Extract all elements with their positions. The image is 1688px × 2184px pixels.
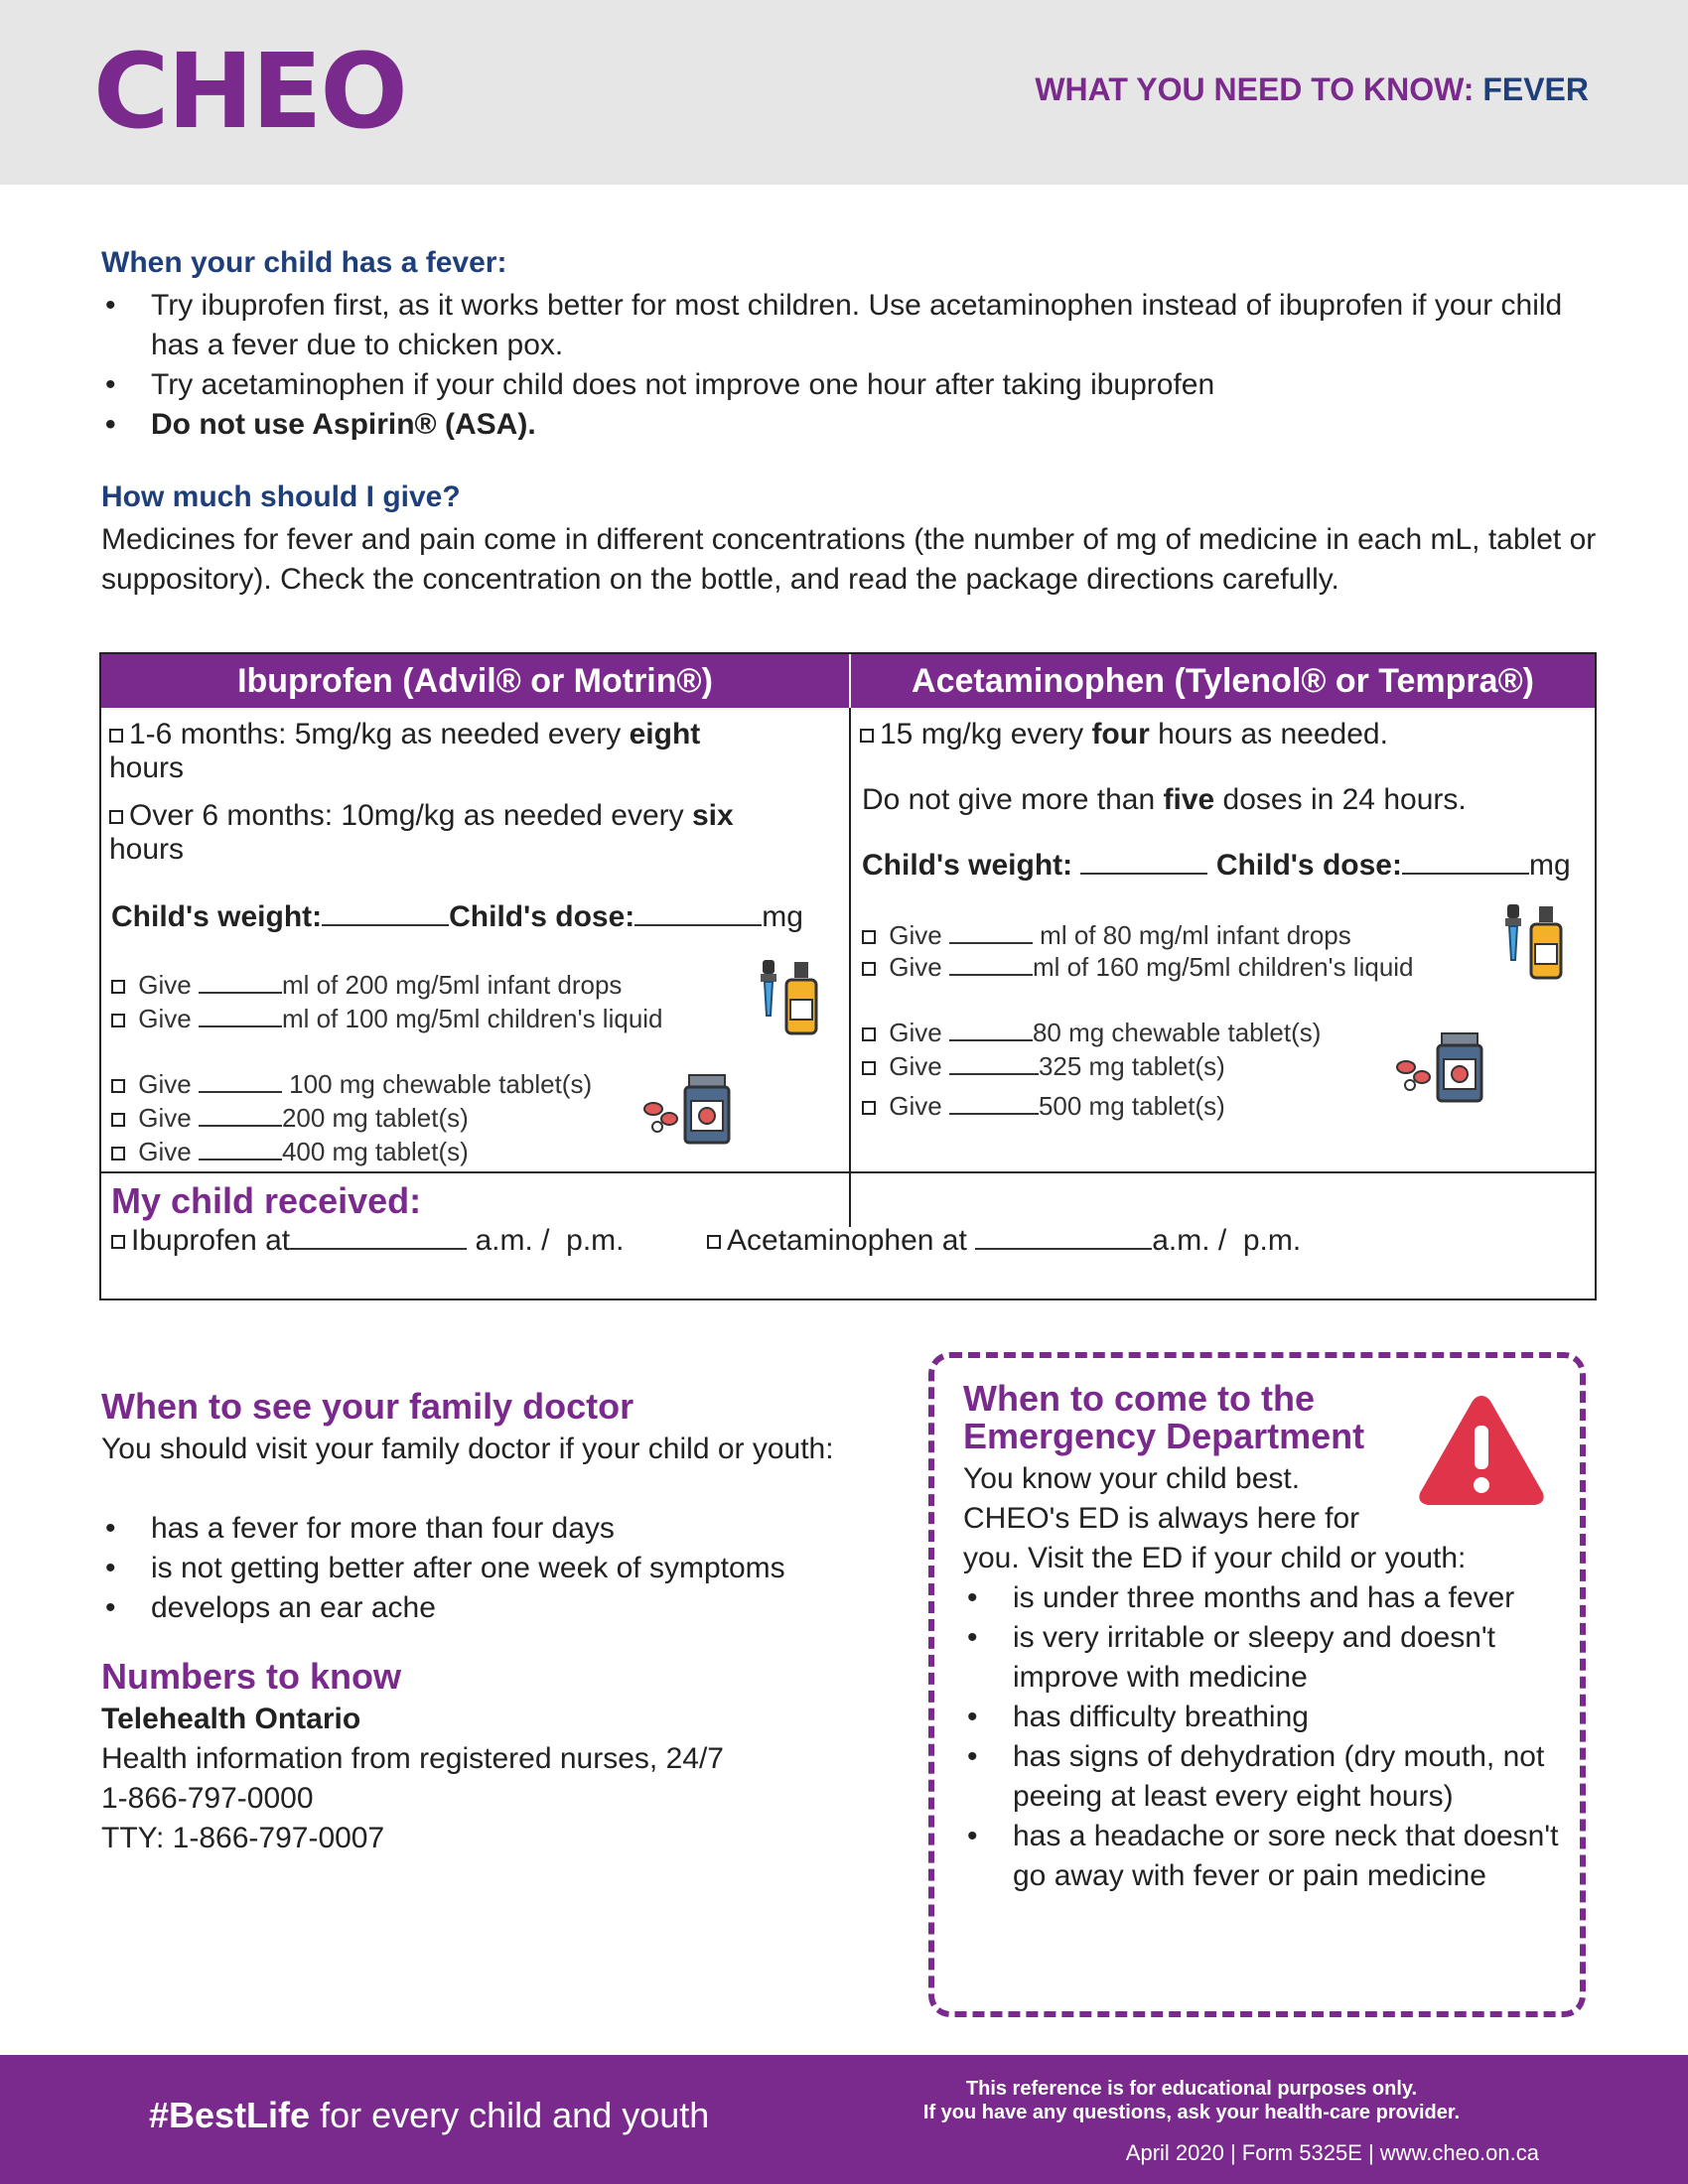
dropper-bottle-icon — [751, 958, 826, 1037]
received-acetaminophen: Acetaminophen at a.m. / p.m. — [707, 1224, 1301, 1258]
footer — [0, 2055, 1688, 2184]
pill-bottle-icon — [641, 1071, 737, 1147]
amount-field[interactable] — [949, 1018, 1033, 1041]
dose-heading: How much should I give? — [101, 480, 461, 513]
acetaminophen-option-1: 15 mg/kg every four hours as needed. — [860, 718, 1388, 751]
weight-field[interactable] — [322, 902, 449, 926]
amount-field[interactable] — [949, 952, 1033, 976]
acetaminophen-header: Acetaminophen (Tylenol® or Tempra®) — [851, 654, 1595, 708]
checkbox[interactable] — [862, 1101, 876, 1115]
doctor-intro: You should visit your family doctor if your child or youth: — [101, 1433, 834, 1465]
amount-field[interactable] — [949, 920, 1033, 944]
weight-field[interactable] — [1080, 851, 1207, 875]
telehealth-desc: Health information from registered nurses, 24/7 — [101, 1742, 724, 1775]
checkbox[interactable] — [860, 729, 874, 743]
footer-disclaimer: This reference is for educational purposes only. If you have any questions, ask your health-care provider. — [922, 2078, 1461, 2123]
list-item: • develops an ear ache — [101, 1588, 915, 1628]
ibuprofen-weight-dose: Child's weight: Child's dose: mg — [111, 900, 803, 933]
checkbox[interactable] — [111, 1235, 125, 1249]
doctor-bullets — [101, 1509, 915, 1628]
acetaminophen-weight-dose: Child's weight: Child's dose: mg — [862, 849, 1571, 882]
list-item: • has a headache or sore neck that doesn't go away with fever or pain medicine — [963, 1817, 1559, 1896]
checkbox[interactable] — [111, 1113, 125, 1127]
list-item: • is very irritable or sleepy and doesn't improve with medicine — [963, 1618, 1559, 1698]
amount-field[interactable] — [199, 1103, 282, 1127]
telehealth-name: Telehealth Ontario — [101, 1703, 361, 1735]
acetaminophen-give-tablet-3: Give 500 mg tablet(s) — [862, 1091, 1225, 1121]
list-item: • has a fever for more than four days — [101, 1509, 915, 1549]
title-prefix: WHAT YOU NEED TO KNOW: — [1035, 71, 1483, 107]
row-divider — [101, 1171, 1595, 1173]
checkbox[interactable] — [862, 1027, 876, 1041]
ibuprofen-give-liquid-1: Give ml of 200 mg/5ml infant drops — [111, 970, 622, 1000]
checkbox[interactable] — [862, 1061, 876, 1075]
checkbox[interactable] — [109, 810, 123, 824]
footer-meta: April 2020 | Form 5325E | www.cheo.on.ca — [1125, 2140, 1539, 2165]
time-field[interactable] — [975, 1226, 1152, 1250]
title-topic: FEVER — [1482, 71, 1589, 107]
checkbox[interactable] — [862, 930, 876, 944]
acetaminophen-give-liquid-2: Give ml of 160 mg/5ml children's liquid — [862, 952, 1414, 982]
checkbox[interactable] — [111, 980, 125, 994]
acetaminophen-give-liquid-1: Give ml of 80 mg/ml infant drops — [862, 920, 1351, 950]
pill-bottle-icon — [1394, 1029, 1489, 1105]
ibuprofen-option-2: Over 6 months: 10mg/kg as needed every six hours — [109, 799, 734, 866]
ibuprofen-give-tablet-3: Give 400 mg tablet(s) — [111, 1137, 469, 1166]
ibuprofen-give-tablet-1: Give 100 mg chewable tablet(s) — [111, 1069, 592, 1099]
page-title — [1035, 71, 1589, 108]
list-item: • Try acetaminophen if your child does not improve one hour after taking ibuprofen — [101, 365, 1591, 405]
amount-field[interactable] — [199, 1137, 282, 1160]
cheo-logo: CHEO — [93, 31, 406, 152]
acetaminophen-limit: Do not give more than five doses in 24 hours. — [862, 783, 1467, 816]
column-divider — [849, 708, 851, 1227]
numbers-heading: Numbers to know — [101, 1656, 402, 1697]
amount-field[interactable] — [199, 1069, 282, 1093]
footer-tagline: #BestLife for every child and youth — [149, 2095, 710, 2135]
telehealth-phone: 1-866-797-0000 — [101, 1782, 314, 1815]
checkbox[interactable] — [862, 962, 876, 976]
emergency-intro: You know your child best. CHEO's ED is always here for you. Visit the ED if your child or youth: — [963, 1462, 1467, 1574]
checkbox[interactable] — [109, 729, 123, 743]
fever-heading: When your child has a fever: — [101, 246, 507, 279]
acetaminophen-give-tablet-2: Give 325 mg tablet(s) — [862, 1051, 1225, 1081]
dose-field[interactable] — [634, 902, 762, 926]
dropper-bottle-icon — [1495, 902, 1571, 982]
acetaminophen-give-tablet-1: Give 80 mg chewable tablet(s) — [862, 1018, 1321, 1047]
dose-intro: Medicines for fever and pain come in different concentrations (the number of mg of medicine in each mL, tablet or suppository). Check the concentration on the bottle, and read the package directions carefully. — [101, 523, 1597, 596]
dosing-table — [99, 652, 1597, 1300]
received-ibuprofen: Ibuprofen at a.m. / p.m. — [111, 1224, 625, 1258]
amount-field[interactable] — [199, 970, 282, 994]
checkbox[interactable] — [111, 1014, 125, 1027]
fever-bullets — [101, 286, 1591, 445]
dose-field[interactable] — [1402, 851, 1529, 875]
amount-field[interactable] — [199, 1004, 282, 1027]
ibuprofen-option-1: 1-6 months: 5mg/kg as needed every eight hours — [109, 718, 701, 784]
list-item: • is under three months and has a fever — [963, 1578, 1559, 1618]
ibuprofen-header: Ibuprofen (Advil® or Motrin®) — [101, 654, 849, 708]
ibuprofen-give-liquid-2: Give ml of 100 mg/5ml children's liquid — [111, 1004, 663, 1033]
checkbox[interactable] — [111, 1079, 125, 1093]
emergency-heading: When to come to the Emergency Department — [963, 1378, 1365, 1456]
checkbox[interactable] — [707, 1235, 721, 1249]
list-item: • has signs of dehydration (dry mouth, not peeing at least every eight hours) — [963, 1737, 1559, 1817]
ibuprofen-give-tablet-2: Give 200 mg tablet(s) — [111, 1103, 469, 1133]
doctor-heading: When to see your family doctor — [101, 1386, 634, 1427]
time-field[interactable] — [290, 1226, 467, 1250]
telehealth-tty: TTY: 1-866-797-0007 — [101, 1822, 385, 1854]
list-item: • Try ibuprofen first, as it works better for most children. Use acetaminophen instead of ibuprofen if your child has a fever due to chicken pox. — [101, 286, 1591, 365]
checkbox[interactable] — [111, 1147, 125, 1160]
emergency-bullets — [963, 1578, 1559, 1896]
amount-field[interactable] — [949, 1091, 1039, 1115]
amount-field[interactable] — [949, 1051, 1039, 1075]
list-item: • Do not use Aspirin® (ASA). — [101, 405, 1591, 445]
list-item: • is not getting better after one week of symptoms — [101, 1549, 915, 1588]
list-item: • has difficulty breathing — [963, 1698, 1559, 1737]
received-heading: My child received: — [111, 1180, 422, 1221]
